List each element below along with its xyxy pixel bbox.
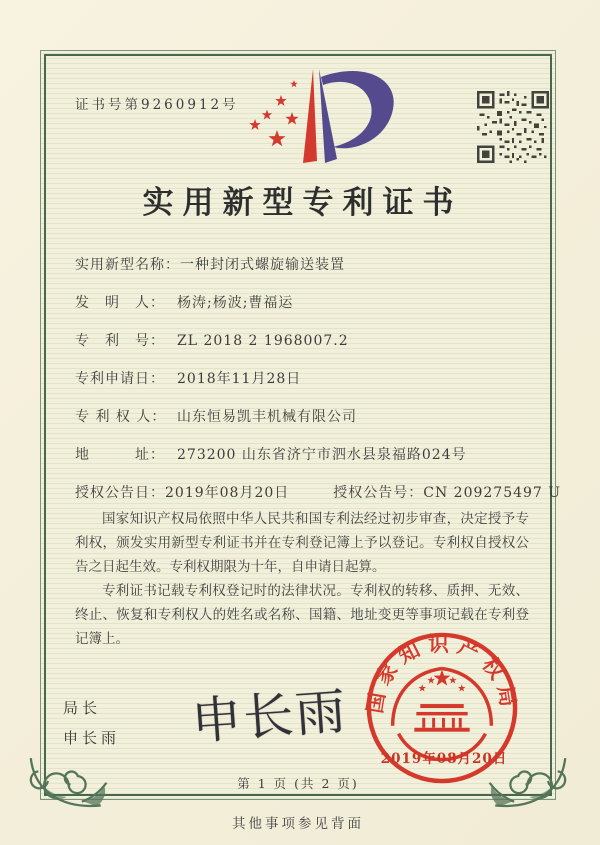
director-title: 局长 <box>63 699 102 717</box>
field-label: 地 址： <box>75 447 165 463</box>
flourish-corner-icon <box>465 709 569 813</box>
qr-code-icon <box>477 91 549 163</box>
legal-paragraph-1: 国家知识产权局依照中华人民共和国专利法经过初步审查，决定授予专利权，颁发实用新型专利证书并在专利登记簿上予以登记。专利权自授权公告之日起生效。专利权期限为十年，自申请日起算。 <box>75 511 529 576</box>
director-name: 申长雨 <box>63 729 121 747</box>
field-row-address <box>75 444 535 466</box>
certificate-number: 证书号第9260912号 <box>75 97 239 113</box>
field-row-name <box>75 254 535 276</box>
seal-ring-text: 国家知识产权局 <box>363 632 521 716</box>
field-value: 山东恒易凯丰机械有限公司 <box>177 409 357 425</box>
legal-paragraph-2: 专利证书记载专利权登记时的法律状况。专利权的转移、质押、无效、终止、恢复和专利权人的姓名或名称、国籍、地址变更等事项记载在专利登记簿上。 <box>75 583 529 648</box>
director-signature: 申长雨 <box>189 682 350 751</box>
field-label: 专 利 权 人： <box>75 409 167 425</box>
field-value: ZL 2018 2 1968007.2 <box>177 333 349 349</box>
grant-row <box>75 482 562 502</box>
field-label: 发 明 人： <box>75 295 165 311</box>
field-value: 一种封闭式螺旋输送装置 <box>180 257 345 273</box>
field-row-inventors <box>75 292 535 314</box>
back-side-note: 其他事项参见背面 <box>232 816 364 832</box>
grant-no-value: CN 209275497 U <box>423 485 562 501</box>
page-indicator: 第 1 页 (共 2 页) <box>237 776 359 791</box>
field-label: 实用新型名称： <box>75 257 180 273</box>
grant-date-label: 授权公告日： <box>75 485 165 501</box>
field-label: 专利申请日： <box>75 371 165 387</box>
field-label: 专 利 号： <box>75 333 165 349</box>
grant-date-value: 2019年08月20日 <box>165 485 290 501</box>
certificate-title: 实用新型专利证书 <box>142 185 463 221</box>
field-value: 2018年11月28日 <box>177 371 302 387</box>
flourish-corner-icon <box>27 709 131 813</box>
grant-no-label: 授权公告号： <box>333 485 424 501</box>
field-row-patent-number <box>75 330 535 352</box>
field-row-filing-date <box>75 368 535 390</box>
field-value: 273200 山东省济宁市泗水县泉福路024号 <box>177 447 467 463</box>
field-value: 杨涛;杨波;曹福运 <box>177 295 294 311</box>
cnipa-patent-logo-icon <box>237 63 417 178</box>
field-list <box>75 254 535 482</box>
certificate-frame <box>40 50 562 800</box>
seal-date: 2019年08月20日 <box>380 751 508 767</box>
field-row-patentee <box>75 406 535 428</box>
